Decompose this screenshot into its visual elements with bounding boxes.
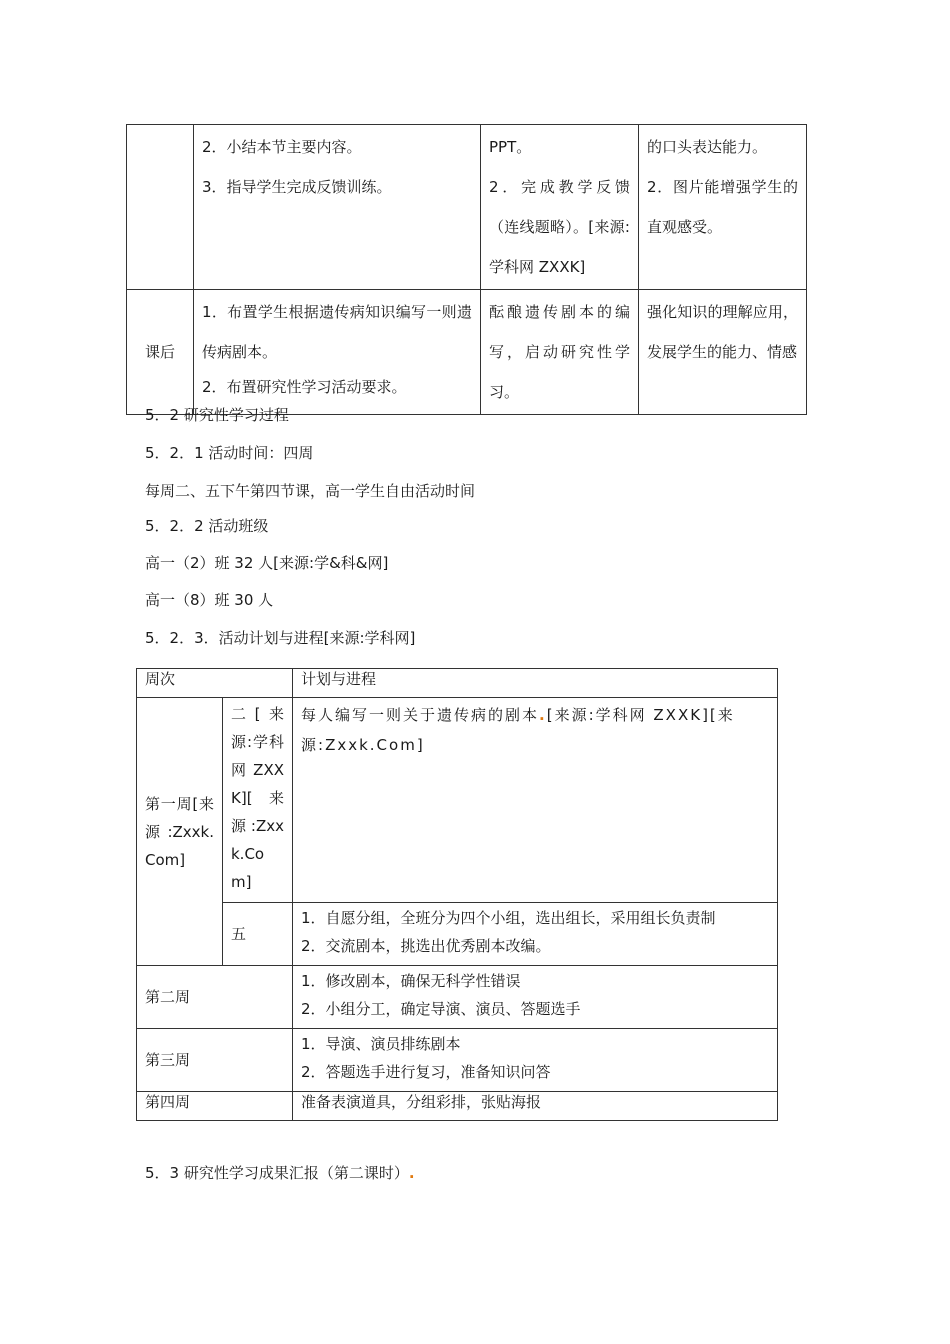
section-heading: 5．2 研究性学习过程: [145, 406, 289, 424]
plan-line: 2．小组分工，确定导演、演员、答题选手: [301, 1000, 581, 1018]
table-row: [137, 903, 778, 966]
design-intent-line: 的口头表达能力。: [647, 138, 768, 156]
design-intent-cell: [639, 290, 807, 415]
table-row: [127, 290, 807, 415]
plan-line: 1．自愿分组，全班分为四个小组，选出组长，采用组长负责制: [301, 909, 716, 927]
plan-line: 1．修改剧本，确保无科学性错误: [301, 972, 521, 990]
teacher-activity-line: 2．布置研究性学习活动要求。: [202, 378, 407, 396]
design-intent-line: 2．图片能增强学生的直观感受。: [647, 178, 798, 236]
plan-text: 每人编写一则关于遗传病的剧本: [301, 706, 540, 724]
plan-line: 准备表演道具，分组彩排，张贴海报: [301, 1093, 542, 1111]
week-label: 第四周: [137, 1092, 293, 1121]
student-activity-cell: [481, 290, 639, 415]
day-label: 五: [223, 903, 293, 966]
subsection-heading: 5．2．2 活动班级: [145, 517, 269, 535]
stage-cell: 课后: [127, 290, 194, 415]
teacher-activity-line: 3．指导学生完成反馈训练。: [202, 178, 392, 196]
plan-cell: [293, 966, 778, 1029]
plan-line: 2．交流剧本，挑选出优秀剧本改编。: [301, 937, 551, 955]
table-row: [137, 698, 778, 903]
week-label: 第三周: [137, 1029, 293, 1092]
plan-source: [来源:学科网 ZXXK][来源:Zxxk.Com]: [301, 706, 735, 754]
design-intent-line: 强化知识的理解应用，发展学生的能力、情感: [647, 303, 798, 361]
plan-cell: [293, 698, 778, 903]
header-week: 周次: [137, 669, 293, 698]
anchor-mark-icon: .: [539, 706, 547, 724]
plan-line: 2．答题选手进行复习，准备知识问答: [301, 1063, 551, 1081]
plan-cell: [293, 1092, 778, 1121]
lesson-plan-table: [126, 124, 807, 415]
student-activity-cell: [481, 125, 639, 290]
teacher-activity-cell: [194, 290, 481, 415]
paragraph-text: 每周二、五下午第四节课，高一学生自由活动时间: [145, 482, 476, 500]
table-row: [137, 1029, 778, 1092]
student-activity-line: 2．完成教学反馈（连线题略）。[来源:学科网 ZXXK]: [489, 178, 630, 276]
student-activity-line: PPT。: [489, 138, 532, 156]
teacher-activity-line: 2．小结本节主要内容。: [202, 138, 362, 156]
table-row: [137, 966, 778, 1029]
anchor-mark-icon: .: [408, 1164, 415, 1182]
subsection-heading: 5．2．1 活动时间：四周: [145, 444, 314, 462]
stage-cell: [127, 125, 194, 290]
header-plan: 计划与进程: [293, 669, 778, 698]
subsection-heading: 5．2．3．活动计划与进程[来源:学科网]: [145, 629, 416, 647]
paragraph-text: 高一（2）班 32 人[来源:学&科&网]: [145, 554, 389, 572]
table-header-row: [137, 669, 778, 698]
week-label: 第二周: [137, 966, 293, 1029]
plan-cell: [293, 1029, 778, 1092]
section-heading: [145, 1163, 415, 1183]
section-heading-text: 5．3 研究性学习成果汇报（第二课时）: [145, 1164, 409, 1182]
student-activity-line: 酝酿遗传剧本的编写，启动研究性学习。: [489, 303, 630, 401]
table-row: [137, 1092, 778, 1121]
design-intent-cell: [639, 125, 807, 290]
teacher-activity-cell: [194, 125, 481, 290]
table-row: [127, 125, 807, 290]
plan-line: 1．导演、演员排练剧本: [301, 1035, 461, 1053]
activity-plan-table: [136, 668, 778, 1121]
teacher-activity-line: 1．布置学生根据遗传病知识编写一则遗传病剧本。: [202, 303, 472, 361]
day-label: 二[来源:学科网 ZXXK][来源:Zxxk.Com]: [223, 698, 293, 903]
plan-cell: [293, 903, 778, 966]
week-label: 第一周[来源:Zxxk.Com]: [137, 698, 223, 966]
paragraph-text: 高一（8）班 30 人: [145, 591, 274, 609]
